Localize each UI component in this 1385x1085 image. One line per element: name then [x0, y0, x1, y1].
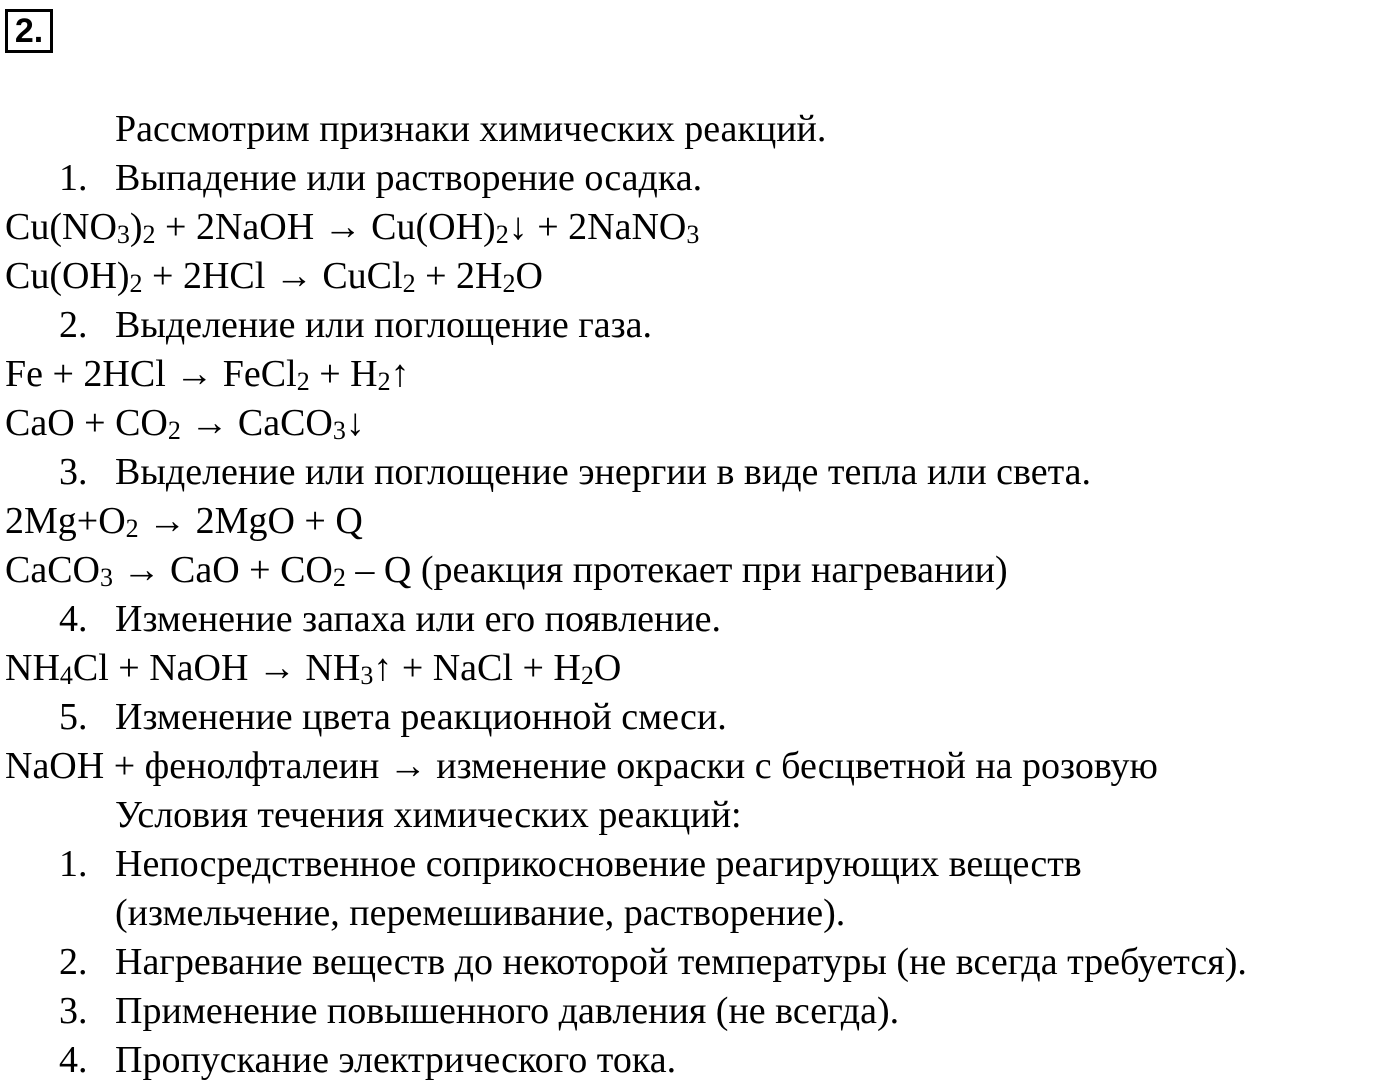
sign-number: 4. [59, 598, 88, 640]
sign-number: 1. [59, 157, 88, 199]
eq-subscript: 2 [377, 367, 391, 396]
eq-part: ) [129, 206, 143, 248]
eq-subscript: 2 [142, 220, 156, 249]
condition-item-2 [5, 938, 1383, 987]
sign-item-1 [5, 154, 1383, 203]
eq-subscript: 3 [360, 661, 374, 690]
eq-part: Cu(OH) [5, 255, 130, 297]
eq-subscript: 3 [686, 220, 700, 249]
equation-5 [5, 497, 1383, 546]
eq-part: CaO + CO [5, 402, 168, 444]
eq-part: Fe + 2HCl → FeCl [5, 353, 297, 395]
equation-7 [5, 644, 1383, 693]
eq-part: NH [5, 647, 60, 689]
sign-item-3 [5, 448, 1383, 497]
sign-text: Выделение или поглощение газа. [115, 304, 653, 346]
eq-part: + 2H [415, 255, 503, 297]
eq-part: ↑ [390, 353, 410, 395]
condition-number: 3. [59, 990, 88, 1032]
sign-number: 2. [59, 304, 88, 346]
sign-number: 5. [59, 696, 88, 738]
eq-part: → CaCO [180, 402, 333, 444]
eq-subscript: 3 [332, 416, 346, 445]
condition-number: 4. [59, 1039, 88, 1081]
eq-subscript: 2 [332, 563, 346, 592]
eq-subscript: 2 [580, 661, 594, 690]
equation-2 [5, 252, 1383, 301]
equation-4 [5, 399, 1383, 448]
eq-subscript: 2 [296, 367, 310, 396]
conditions-title: Условия течения химических реакций: [115, 794, 742, 836]
sign-item-5 [5, 693, 1383, 742]
condition-text: Нагревание веществ до некоторой температуры (не всегда требуется). [115, 941, 1247, 983]
eq-part: ↓ + 2NaNO [508, 206, 687, 248]
sign-text: Изменение запаха или его появление. [115, 598, 722, 640]
document-body [5, 105, 1383, 1085]
sign-text: Выпадение или растворение осадка. [115, 157, 703, 199]
eq-subscript: 3 [116, 220, 130, 249]
equation-8 [5, 742, 1383, 791]
eq-part: → CaO + CO [113, 549, 333, 591]
equation-1 [5, 203, 1383, 252]
eq-part: NaOH + фенолфталеин → изменение окраски с бесцветной на розовую [5, 745, 1158, 787]
sign-text: Выделение или поглощение энергии в виде тепла или света. [115, 451, 1092, 493]
eq-part: + 2NaOH → Cu(OH) [155, 206, 496, 248]
eq-subscript: 2 [129, 269, 143, 298]
eq-subscript: 2 [502, 269, 516, 298]
condition-text: Применение повышенного давления (не всегда). [115, 990, 900, 1032]
eq-part: + H [309, 353, 378, 395]
condition-item-1 [5, 840, 1383, 889]
sign-text: Изменение цвета реакционной смеси. [115, 696, 727, 738]
intro-line: Рассмотрим признаки химических реакций. [115, 108, 827, 150]
eq-subscript: 2 [125, 514, 139, 543]
eq-part: Cl + NaOH → NH [72, 647, 361, 689]
equation-3 [5, 350, 1383, 399]
sign-item-2 [5, 301, 1383, 350]
eq-subscript: 2 [495, 220, 509, 249]
eq-part: → 2MgO + Q [138, 500, 363, 542]
task-number-box: 2. [5, 9, 53, 53]
eq-part: 2Mg+O [5, 500, 126, 542]
eq-subscript: 3 [100, 563, 113, 592]
eq-part: O [515, 255, 543, 297]
eq-part: Cu(NO [5, 206, 117, 248]
condition-number: 1. [59, 843, 88, 885]
eq-part: + 2HCl → CuCl [142, 255, 403, 297]
condition-item-1-continuation: (измельчение, перемешивание, растворение). [115, 892, 846, 934]
condition-text: Пропускание электрического тока. [115, 1039, 677, 1081]
eq-subscript: 2 [402, 269, 416, 298]
eq-part: ↑ + NaCl + H [373, 647, 581, 689]
condition-item-4 [5, 1036, 1383, 1085]
equation-6 [5, 546, 1383, 595]
sign-item-4 [5, 595, 1383, 644]
eq-subscript: 4 [59, 661, 73, 690]
eq-part: – Q (реакция протекает при нагревании) [345, 549, 1008, 591]
condition-item-3 [5, 987, 1383, 1036]
eq-part: ↓ [345, 402, 365, 444]
sign-number: 3. [59, 451, 88, 493]
condition-text: Непосредственное соприкосновение реагирующих веществ [115, 843, 1082, 885]
eq-part: CaCO [5, 549, 100, 591]
eq-part: O [593, 647, 622, 689]
eq-subscript: 2 [167, 416, 181, 445]
condition-number: 2. [59, 941, 88, 983]
